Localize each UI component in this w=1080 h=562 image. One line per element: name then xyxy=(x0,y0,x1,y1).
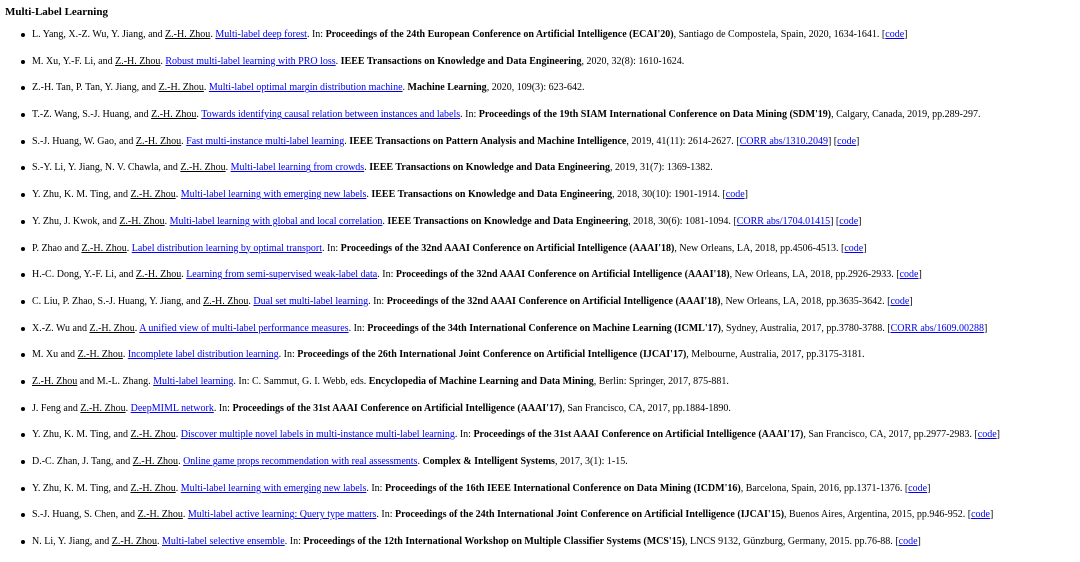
highlighted-author: Z.-H. Zhou xyxy=(115,55,161,67)
reference-list xyxy=(5,28,1080,562)
highlighted-author: Z.-H. Zhou xyxy=(180,162,226,174)
reference-venue: Proceedings of the 16th IEEE International Conference on Data Mining (ICDM'16) xyxy=(384,482,741,494)
reference-venue: Proceedings of the 26th International Joint Conference on Artificial Intelligence (IJCAI'17) xyxy=(297,349,687,361)
bracket-open: [ xyxy=(736,135,740,147)
reference-item xyxy=(5,375,1080,402)
bracket-close: ] xyxy=(909,295,913,307)
reference-authors: S.-Y. Li, Y. Jiang, N. V. Chawla, and xyxy=(32,162,181,174)
bracket-open: [ xyxy=(835,215,840,227)
highlighted-author: Z.-H. Zhou xyxy=(130,482,176,494)
code-link[interactable]: code xyxy=(890,295,910,307)
reference-item xyxy=(5,455,1080,482)
highlighted-author: Z.-H. Zhou xyxy=(135,135,182,147)
reference-authors: N. Li, Y. Jiang, and xyxy=(32,536,112,548)
reference-venue: Encyclopedia of Machine Learning and Data Mining xyxy=(368,375,594,387)
highlighted-author: Z.-H. Zhou xyxy=(130,429,176,441)
highlighted-author: Z.-H. Zhou xyxy=(77,349,123,361)
reference-venue: Proceedings of the 31st AAAI Conference on Artificial Intelligence (AAAI'17) xyxy=(473,429,804,441)
bracket-close: ] xyxy=(830,215,834,227)
code-link[interactable]: code xyxy=(898,536,918,548)
reference-authors: M. Xu and xyxy=(32,349,78,361)
bracket-close: ] xyxy=(858,215,862,227)
reference-separator: . xyxy=(160,55,166,67)
reference-separator: . xyxy=(164,215,170,227)
reference-venue: Proceedings of the 34th International Conference on Machine Learning (ICML'17) xyxy=(367,322,721,334)
section-title: Multi-Label Learning xyxy=(5,6,108,18)
reference-separator: . In: xyxy=(376,509,395,521)
highlighted-author: Z.-H. Zhou xyxy=(130,189,176,201)
reference-details: , New Orleans, LA, 2018, pp.4506-4513. xyxy=(674,242,841,254)
paper-title-link[interactable]: Multi-label optimal margin distribution machine xyxy=(208,82,403,94)
reference-item xyxy=(5,268,1080,295)
reference-details: , Melbourne, Australia, 2017, pp.3175-3181. xyxy=(686,349,865,361)
code-link[interactable]: code xyxy=(899,269,919,281)
reference-separator: . xyxy=(382,215,388,227)
code-link[interactable]: code xyxy=(908,482,928,494)
reference-separator: . xyxy=(126,242,132,254)
paper-title-link[interactable]: Dual set multi-label learning xyxy=(253,295,369,307)
reference-details: , Buenos Aires, Argentina, 2015, pp.946-952. xyxy=(784,509,968,521)
bracket-close: ] xyxy=(904,29,908,40)
bracket-open: [ xyxy=(881,29,886,40)
reference-separator: . xyxy=(175,189,181,201)
reference-item xyxy=(5,55,1080,82)
reference-item xyxy=(5,322,1080,349)
highlighted-author: Z.-H. Zhou xyxy=(119,215,165,227)
reference-separator: . xyxy=(122,349,128,361)
paper-title-link[interactable]: DeepMIML network xyxy=(130,402,214,414)
reference-item xyxy=(5,188,1080,215)
reference-authors: Y. Zhu, K. M. Ting, and xyxy=(32,482,131,494)
reference-details: , Calgary, Canada, 2019, pp.289-297. xyxy=(831,109,981,121)
bracket-open: [ xyxy=(733,215,737,227)
code-link[interactable]: code xyxy=(837,135,857,147)
reference-details: , 2019, 31(7): 1369-1382. xyxy=(609,162,713,174)
highlighted-author: Z.-H. Zhou xyxy=(203,295,249,307)
reference-details: , 2018, 30(10): 1901-1914. xyxy=(612,189,723,201)
reference-separator: . xyxy=(181,135,187,147)
bracket-open: [ xyxy=(895,536,899,548)
reference-authors: P. Zhao and xyxy=(32,242,82,254)
reference-venue: IEEE Transactions on Knowledge and Data Engineering xyxy=(340,55,582,67)
reference-venue: Proceedings of the 12th International Workshop on Multiple Classifier Systems (MCS'15) xyxy=(303,536,686,548)
reference-separator: . xyxy=(210,29,216,40)
highlighted-author: Z.-H. Zhou xyxy=(165,29,211,40)
reference-details: , 2018, 30(6): 1081-1094. xyxy=(628,215,734,227)
reference-separator: . xyxy=(248,295,254,307)
bracket-close: ] xyxy=(856,135,860,147)
reference-details: , New Orleans, LA, 2018, pp.2926-2933. xyxy=(729,269,897,281)
bracket-open: [ xyxy=(904,482,909,494)
reference-venue: IEEE Transactions on Knowledge and Data Engineering xyxy=(371,189,613,201)
reference-item xyxy=(5,28,1080,55)
reference-item xyxy=(5,81,1080,108)
reference-venue: Proceedings of the 32nd AAAI Conference on Artificial Intelligence (AAAI'18) xyxy=(340,242,675,254)
code-link[interactable]: code xyxy=(725,189,745,201)
reference-details: , 2017, 3(1): 1-15. xyxy=(554,456,628,467)
reference-separator: . In: xyxy=(368,295,387,307)
reference-authors: Y. Zhu, K. M. Ting, and xyxy=(32,429,131,441)
paper-title-link[interactable]: Incomplete label distribution learning xyxy=(127,349,279,361)
reference-separator: . xyxy=(125,402,131,414)
reference-venue: Complex & Intelligent Systems xyxy=(422,456,555,467)
reference-separator: . In: xyxy=(321,242,341,254)
reference-separator: . xyxy=(335,55,341,67)
reference-venue: Proceedings of the 31st AAAI Conference on Artificial Intelligence (AAAI'17) xyxy=(232,402,563,414)
bracket-open: [ xyxy=(887,322,891,334)
reference-authors: L. Yang, X.-Z. Wu, Y. Jiang, and xyxy=(32,29,166,40)
bracket-open: [ xyxy=(974,429,978,441)
highlighted-author: Z.-H. Zhou xyxy=(81,242,127,254)
bracket-open: [ xyxy=(887,295,891,307)
reference-details: , San Francisco, CA, 2017, pp.1884-1890. xyxy=(562,402,731,414)
reference-item xyxy=(5,135,1080,162)
reference-separator: . xyxy=(182,509,188,521)
reference-separator: . In: xyxy=(366,482,385,494)
highlighted-author: Z.-H. Zhou xyxy=(80,402,126,414)
reference-separator: . xyxy=(181,269,187,281)
reference-venue: Proceedings of the 32nd AAAI Conference on Artificial Intelligence (AAAI'18) xyxy=(395,269,730,281)
highlighted-author: Z.-H. Zhou xyxy=(89,322,135,334)
reference-details: , New Orleans, LA, 2018, pp.3635-3642. xyxy=(720,295,888,307)
reference-venue: Proceedings of the 24th International Joint Conference on Artificial Intelligence (IJCAI'15) xyxy=(395,509,785,521)
reference-separator: . In: xyxy=(306,29,326,40)
highlighted-author: Z.-H. Zhou xyxy=(137,509,183,521)
paper-title-link[interactable]: Towards identifying causal relation between instances and labels xyxy=(201,109,461,121)
bracket-close: ] xyxy=(996,429,1000,441)
highlighted-author: Z.-H. Zhou xyxy=(111,536,157,548)
corr-link[interactable]: CORR abs/1310.2049 xyxy=(739,135,828,147)
code-link[interactable]: code xyxy=(844,242,864,254)
reference-item xyxy=(5,242,1080,269)
reference-venue: Proceedings of the 24th European Conference on Artificial Intelligence (ECAI'20) xyxy=(325,29,674,40)
reference-authors: H.-C. Dong, Y.-F. Li, and xyxy=(32,269,136,281)
reference-separator: . xyxy=(366,189,372,201)
paper-title-link[interactable]: Online game props recommendation with real assessments xyxy=(183,456,418,467)
bracket-close: ] xyxy=(983,322,988,334)
reference-details: , LNCS 9132, Günzburg, Germany, 2015. pp.76-88. xyxy=(685,536,896,548)
bracket-open: [ xyxy=(841,242,845,254)
reference-separator: . xyxy=(175,482,181,494)
paper-title-link[interactable]: Discover multiple novel labels in multi-instance multi-label learning xyxy=(180,429,455,441)
reference-details: , 2020, 32(8): 1610-1624. xyxy=(581,55,685,67)
highlighted-author: Z.-H. Zhou xyxy=(135,269,182,281)
highlighted-author: Z.-H. Zhou xyxy=(132,456,179,467)
reference-separator: . xyxy=(196,109,202,121)
reference-authors: D.-C. Zhan, J. Tang, and xyxy=(32,456,133,467)
bracket-open: [ xyxy=(896,269,900,281)
reference-authors: C. Liu, P. Zhao, S.-J. Huang, Y. Jiang, and xyxy=(32,295,204,307)
bracket-close: ] xyxy=(863,242,867,254)
paper-title-link[interactable]: Multi-label learning with global and local correlation xyxy=(169,215,383,227)
reference-item xyxy=(5,215,1080,242)
bracket-open: [ xyxy=(967,509,972,521)
reference-item xyxy=(5,108,1080,135)
bracket-open: [ xyxy=(833,135,838,147)
bracket-close: ] xyxy=(989,509,994,521)
reference-item xyxy=(5,161,1080,188)
reference-authors: X.-Z. Wu and xyxy=(32,322,90,334)
reference-authors: S.-J. Huang, W. Gao, and xyxy=(32,135,136,147)
reference-separator: . In: xyxy=(460,109,479,121)
reference-details: , San Francisco, CA, 2017, pp.2977-2983. xyxy=(803,429,975,441)
reference-separator: and M.-L. Zhang. xyxy=(77,375,154,387)
highlighted-author: Z.-H. Zhou xyxy=(158,82,204,94)
reference-item xyxy=(5,482,1080,509)
reference-authors: Z.-H. Tan, P. Tan, Y. Jiang, and xyxy=(32,82,159,94)
highlighted-author: Z.-H. Zhou xyxy=(151,109,197,121)
reference-venue: Machine Learning xyxy=(407,82,487,94)
code-link[interactable]: code xyxy=(839,215,859,227)
reference-details: , 2019, 41(11): 2614-2627. xyxy=(626,135,737,147)
reference-separator: . xyxy=(402,82,408,94)
bracket-close: ] xyxy=(927,482,931,494)
reference-item xyxy=(5,508,1080,535)
reference-item xyxy=(5,295,1080,322)
paper-title-link[interactable]: A unified view of multi-label performance measures xyxy=(139,322,349,334)
reference-authors: M. Xu, Y.-F. Li, and xyxy=(32,55,116,67)
reference-separator: . xyxy=(417,456,423,467)
reference-item xyxy=(5,428,1080,455)
reference-venue: Proceedings of the 32nd AAAI Conference on Artificial Intelligence (AAAI'18) xyxy=(386,295,721,307)
reference-venue: IEEE Transactions on Knowledge and Data Engineering xyxy=(387,215,629,227)
paper-title-link[interactable]: Fast multi-instance multi-label learning xyxy=(186,135,345,147)
reference-separator: . In: xyxy=(454,429,474,441)
paper-title-link[interactable]: Multi-label learning with emerging new labels xyxy=(180,482,367,494)
reference-authors: J. Feng and xyxy=(32,402,81,414)
reference-separator: . In: xyxy=(278,349,298,361)
reference-details: , 2020, 109(3): 623-642. xyxy=(486,82,585,94)
reference-venue: Proceedings of the 19th SIAM International Conference on Data Mining (SDM'19) xyxy=(478,109,832,121)
bracket-close: ] xyxy=(827,135,832,147)
paper-title-link[interactable]: Multi-label learning with emerging new labels xyxy=(180,189,367,201)
reference-details: , Sydney, Australia, 2017, pp.3780-3788. xyxy=(720,322,888,334)
reference-separator: . xyxy=(134,322,140,334)
reference-separator: . xyxy=(157,536,162,548)
bracket-close: ] xyxy=(917,536,921,548)
reference-authors: Y. Zhu, J. Kwok, and xyxy=(32,215,120,227)
reference-item xyxy=(5,348,1080,375)
bracket-close: ] xyxy=(918,269,922,281)
code-link[interactable]: code xyxy=(971,509,990,521)
reference-separator: . xyxy=(225,162,231,174)
paper-title-link[interactable]: Multi-label deep forest xyxy=(215,29,307,40)
reference-venue: IEEE Transactions on Pattern Analysis and Machine Intelligence xyxy=(349,135,627,147)
reference-separator: . In: xyxy=(284,536,304,548)
reference-item xyxy=(5,402,1080,429)
corr-link[interactable]: CORR abs/1704.01415 xyxy=(736,215,831,227)
highlighted-author: Z.-H. Zhou xyxy=(32,375,78,387)
code-link[interactable]: code xyxy=(977,429,997,441)
reference-separator: . xyxy=(178,456,184,467)
paper-title-link[interactable]: Learning from semi-supervised weak-label data xyxy=(186,269,378,281)
reference-venue: IEEE Transactions on Knowledge and Data Engineering xyxy=(369,162,610,174)
bracket-close: ] xyxy=(744,189,748,201)
corr-link[interactable]: CORR abs/1609.00288 xyxy=(890,322,984,334)
paper-title-link[interactable]: Label distribution learning by optimal transport xyxy=(131,242,322,254)
bracket-open: [ xyxy=(722,189,726,201)
reference-separator: . In: C. Sammut, G. I. Webb, eds. xyxy=(233,375,369,387)
code-link[interactable]: code xyxy=(885,29,905,40)
paper-title-link[interactable]: Robust multi-label learning with PRO loss xyxy=(165,55,336,67)
paper-title-link[interactable]: Multi-label learning from crowds xyxy=(230,162,365,174)
reference-separator: . In: xyxy=(213,402,233,414)
reference-authors: Y. Zhu, K. M. Ting, and xyxy=(32,189,131,201)
reference-separator: . xyxy=(203,82,209,94)
reference-details: , Santiago de Compostela, Spain, 2020, 1634-1641. xyxy=(673,29,882,40)
reference-details: , Barcelona, Spain, 2016, pp.1371-1376. xyxy=(740,482,905,494)
reference-details: , Berlin: Springer, 2017, 875-881. xyxy=(593,375,729,387)
paper-title-link[interactable]: Multi-label selective ensemble xyxy=(162,536,285,548)
reference-separator: . In: xyxy=(377,269,396,281)
reference-authors: S.-J. Huang, S. Chen, and xyxy=(32,509,138,521)
reference-authors: T.-Z. Wang, S.-J. Huang, and xyxy=(32,109,152,121)
reference-separator: . In: xyxy=(348,322,368,334)
paper-title-link[interactable]: Multi-label active learning: Query type matters xyxy=(187,509,377,521)
reference-separator: . xyxy=(344,135,350,147)
reference-separator: . xyxy=(175,429,181,441)
reference-separator: . xyxy=(364,162,370,174)
paper-title-link[interactable]: Multi-label learning xyxy=(153,375,234,387)
